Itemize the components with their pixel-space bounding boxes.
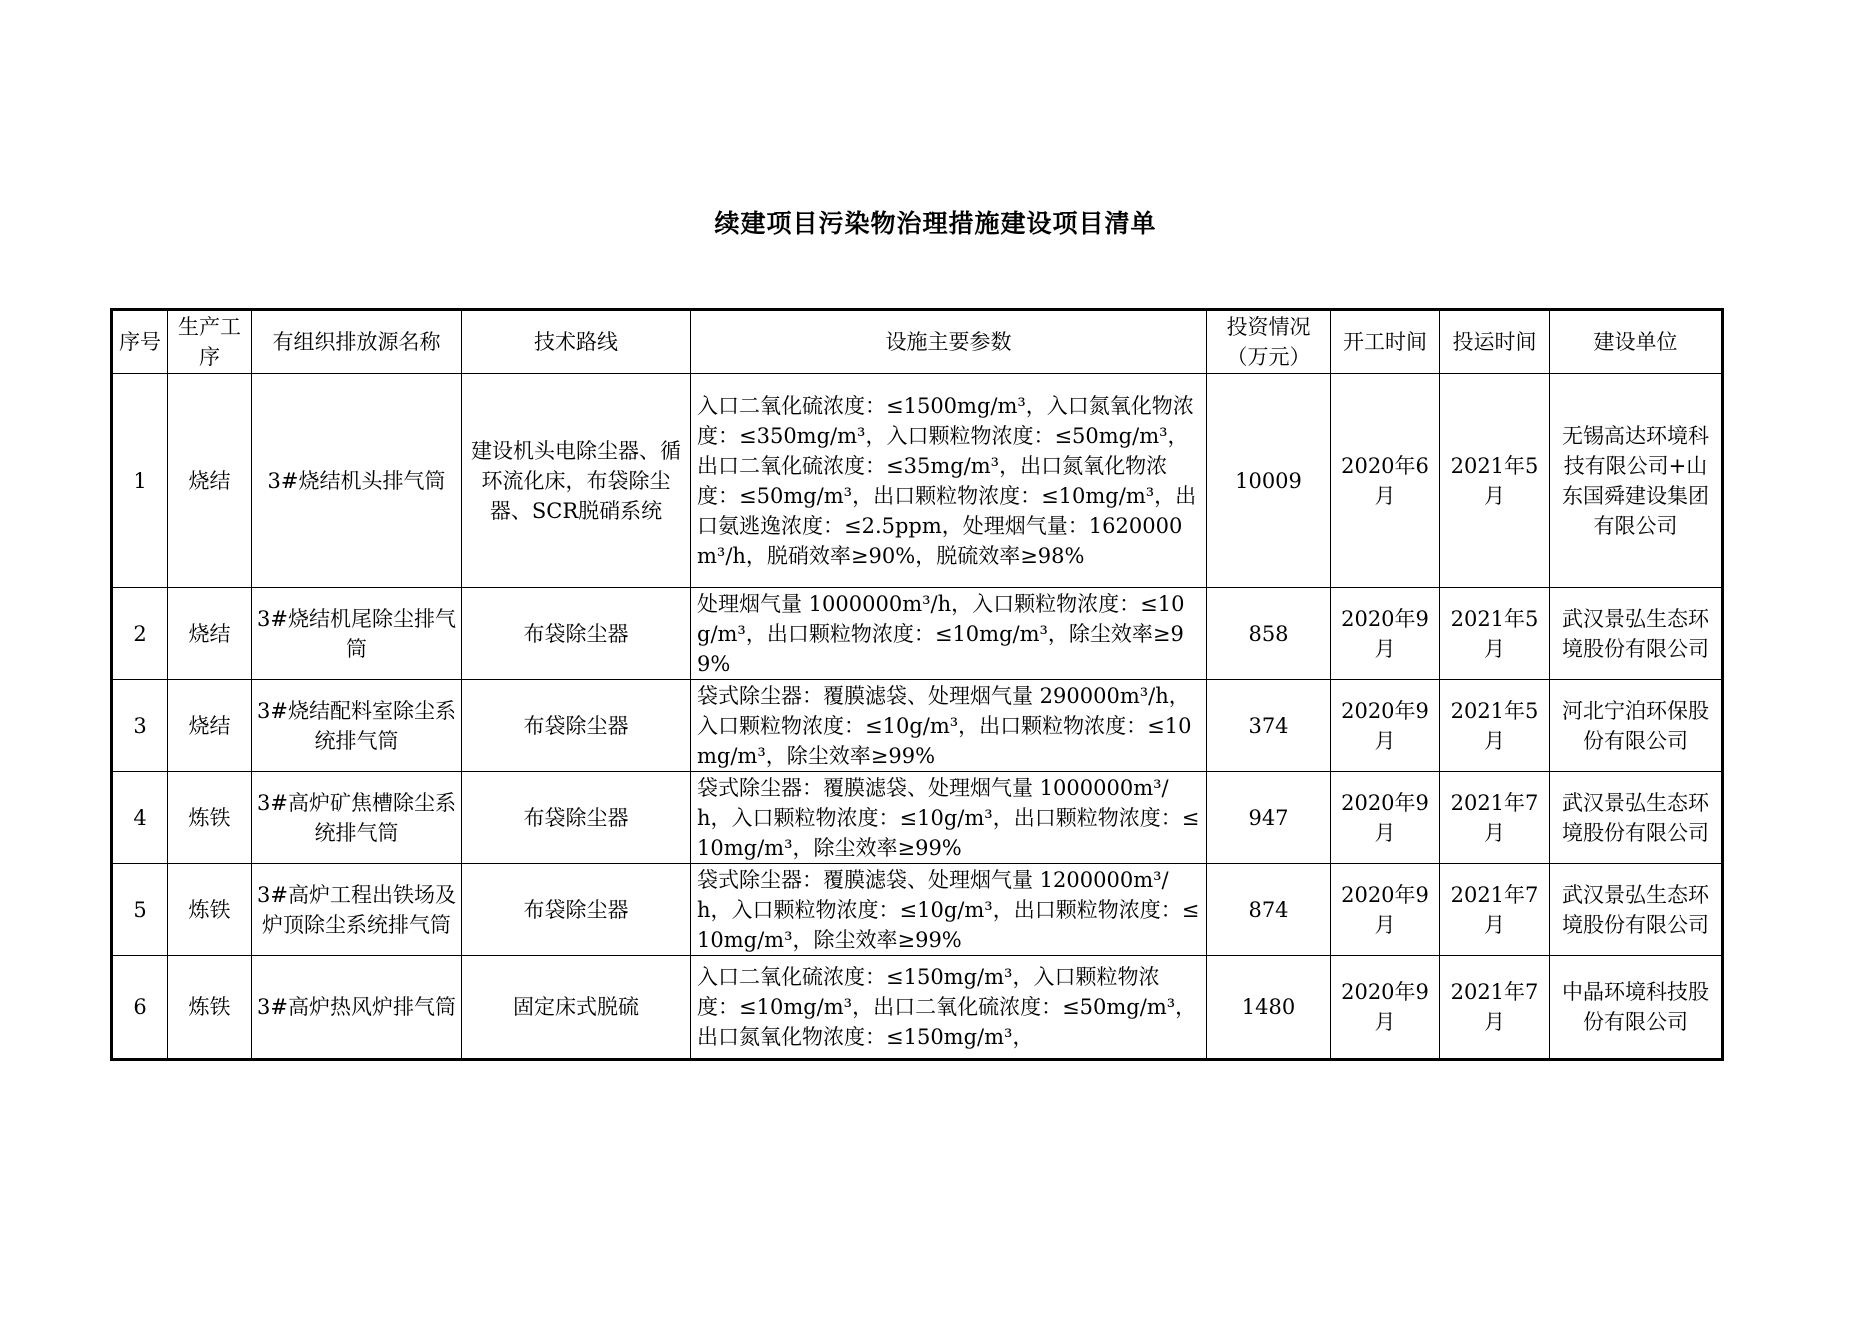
cell-start-time: 2020年9月: [1331, 772, 1440, 864]
cell-no: 5: [112, 864, 168, 956]
cell-tech: 布袋除尘器: [462, 588, 691, 680]
cell-params: 袋式除尘器：覆膜滤袋、处理烟气量 1200000m³/h，入口颗粒物浓度：≤10g/m³，出口颗粒物浓度：≤10mg/m³，除尘效率≥99%: [691, 864, 1207, 956]
cell-operation-time: 2021年7月: [1440, 956, 1550, 1060]
project-list-table: [110, 308, 1724, 1061]
header-params: 设施主要参数: [691, 310, 1207, 374]
cell-tech: 固定床式脱硫: [462, 956, 691, 1060]
cell-process: 烧结: [168, 588, 252, 680]
table-row: [112, 680, 1723, 772]
table-row: [112, 772, 1723, 864]
cell-params: 袋式除尘器：覆膜滤袋、处理烟气量 1000000m³/h，入口颗粒物浓度：≤10g/m³，出口颗粒物浓度：≤10mg/m³，除尘效率≥99%: [691, 772, 1207, 864]
cell-params: 处理烟气量 1000000m³/h，入口颗粒物浓度：≤10g/m³，出口颗粒物浓度：≤10mg/m³，除尘效率≥99%: [691, 588, 1207, 680]
cell-investment: 374: [1207, 680, 1331, 772]
cell-source: 3#高炉工程出铁场及炉顶除尘系统排气筒: [252, 864, 462, 956]
cell-start-time: 2020年9月: [1331, 864, 1440, 956]
header-no: 序号: [112, 310, 168, 374]
cell-unit: 武汉景弘生态环境股份有限公司: [1550, 772, 1723, 864]
cell-unit: 无锡高达环境科技有限公司+山东国舜建设集团有限公司: [1550, 374, 1723, 588]
header-process: 生产工序: [168, 310, 252, 374]
cell-start-time: 2020年6月: [1331, 374, 1440, 588]
table-row: [112, 864, 1723, 956]
cell-investment: 10009: [1207, 374, 1331, 588]
cell-tech: 布袋除尘器: [462, 864, 691, 956]
cell-params: 入口二氧化硫浓度：≤150mg/m³，入口颗粒物浓度：≤10mg/m³，出口二氧化硫浓度：≤50mg/m³，出口氮氧化物浓度：≤150mg/m³，: [691, 956, 1207, 1060]
header-tech: 技术路线: [462, 310, 691, 374]
header-unit: 建设单位: [1550, 310, 1723, 374]
cell-tech: 布袋除尘器: [462, 680, 691, 772]
cell-unit: 武汉景弘生态环境股份有限公司: [1550, 588, 1723, 680]
cell-process: 烧结: [168, 680, 252, 772]
cell-source: 3#烧结配料室除尘系统排气筒: [252, 680, 462, 772]
table-header: [112, 310, 1723, 374]
cell-investment: 858: [1207, 588, 1331, 680]
table-row: [112, 588, 1723, 680]
cell-process: 烧结: [168, 374, 252, 588]
cell-tech: 布袋除尘器: [462, 772, 691, 864]
cell-no: 4: [112, 772, 168, 864]
page-title: 续建项目污染物治理措施建设项目清单: [714, 209, 1157, 238]
table-body: [112, 374, 1723, 1060]
cell-operation-time: 2021年5月: [1440, 680, 1550, 772]
cell-start-time: 2020年9月: [1331, 956, 1440, 1060]
cell-no: 2: [112, 588, 168, 680]
cell-investment: 874: [1207, 864, 1331, 956]
cell-operation-time: 2021年7月: [1440, 772, 1550, 864]
cell-operation-time: 2021年7月: [1440, 864, 1550, 956]
header-start-time: 开工时间: [1331, 310, 1440, 374]
cell-operation-time: 2021年5月: [1440, 374, 1550, 588]
table-row: [112, 956, 1723, 1060]
cell-start-time: 2020年9月: [1331, 588, 1440, 680]
cell-start-time: 2020年9月: [1331, 680, 1440, 772]
cell-process: 炼铁: [168, 956, 252, 1060]
header-row: [112, 310, 1723, 374]
cell-investment: 1480: [1207, 956, 1331, 1060]
cell-params: 入口二氧化硫浓度：≤1500mg/m³，入口氮氧化物浓度：≤350mg/m³，入口颗粒物浓度：≤50mg/m³，出口二氧化硫浓度：≤35mg/m³，出口氮氧化物浓度：≤50mg/m³，出口颗粒物浓度：≤10mg/m³，出口氨逃逸浓度：≤2.5ppm，处理烟气量：1620000m³/h，脱硝效率≥90%，脱硫效率≥98%: [691, 374, 1207, 588]
table-row: [112, 374, 1723, 588]
cell-no: 3: [112, 680, 168, 772]
cell-unit: 中晶环境科技股份有限公司: [1550, 956, 1723, 1060]
cell-process: 炼铁: [168, 864, 252, 956]
cell-params: 袋式除尘器：覆膜滤袋、处理烟气量 290000m³/h，入口颗粒物浓度：≤10g/m³，出口颗粒物浓度：≤10mg/m³，除尘效率≥99%: [691, 680, 1207, 772]
cell-unit: 武汉景弘生态环境股份有限公司: [1550, 864, 1723, 956]
header-investment: 投资情况（万元）: [1207, 310, 1331, 374]
cell-no: 1: [112, 374, 168, 588]
header-operation-time: 投运时间: [1440, 310, 1550, 374]
cell-operation-time: 2021年5月: [1440, 588, 1550, 680]
cell-unit: 河北宁泊环保股份有限公司: [1550, 680, 1723, 772]
cell-investment: 947: [1207, 772, 1331, 864]
cell-source: 3#烧结机尾除尘排气筒: [252, 588, 462, 680]
cell-source: 3#烧结机头排气筒: [252, 374, 462, 588]
cell-process: 炼铁: [168, 772, 252, 864]
cell-no: 6: [112, 956, 168, 1060]
cell-source: 3#高炉热风炉排气筒: [252, 956, 462, 1060]
cell-tech: 建设机头电除尘器、循环流化床，布袋除尘器、SCR脱硝系统: [462, 374, 691, 588]
cell-source: 3#高炉矿焦槽除尘系统排气筒: [252, 772, 462, 864]
header-source: 有组织排放源名称: [252, 310, 462, 374]
